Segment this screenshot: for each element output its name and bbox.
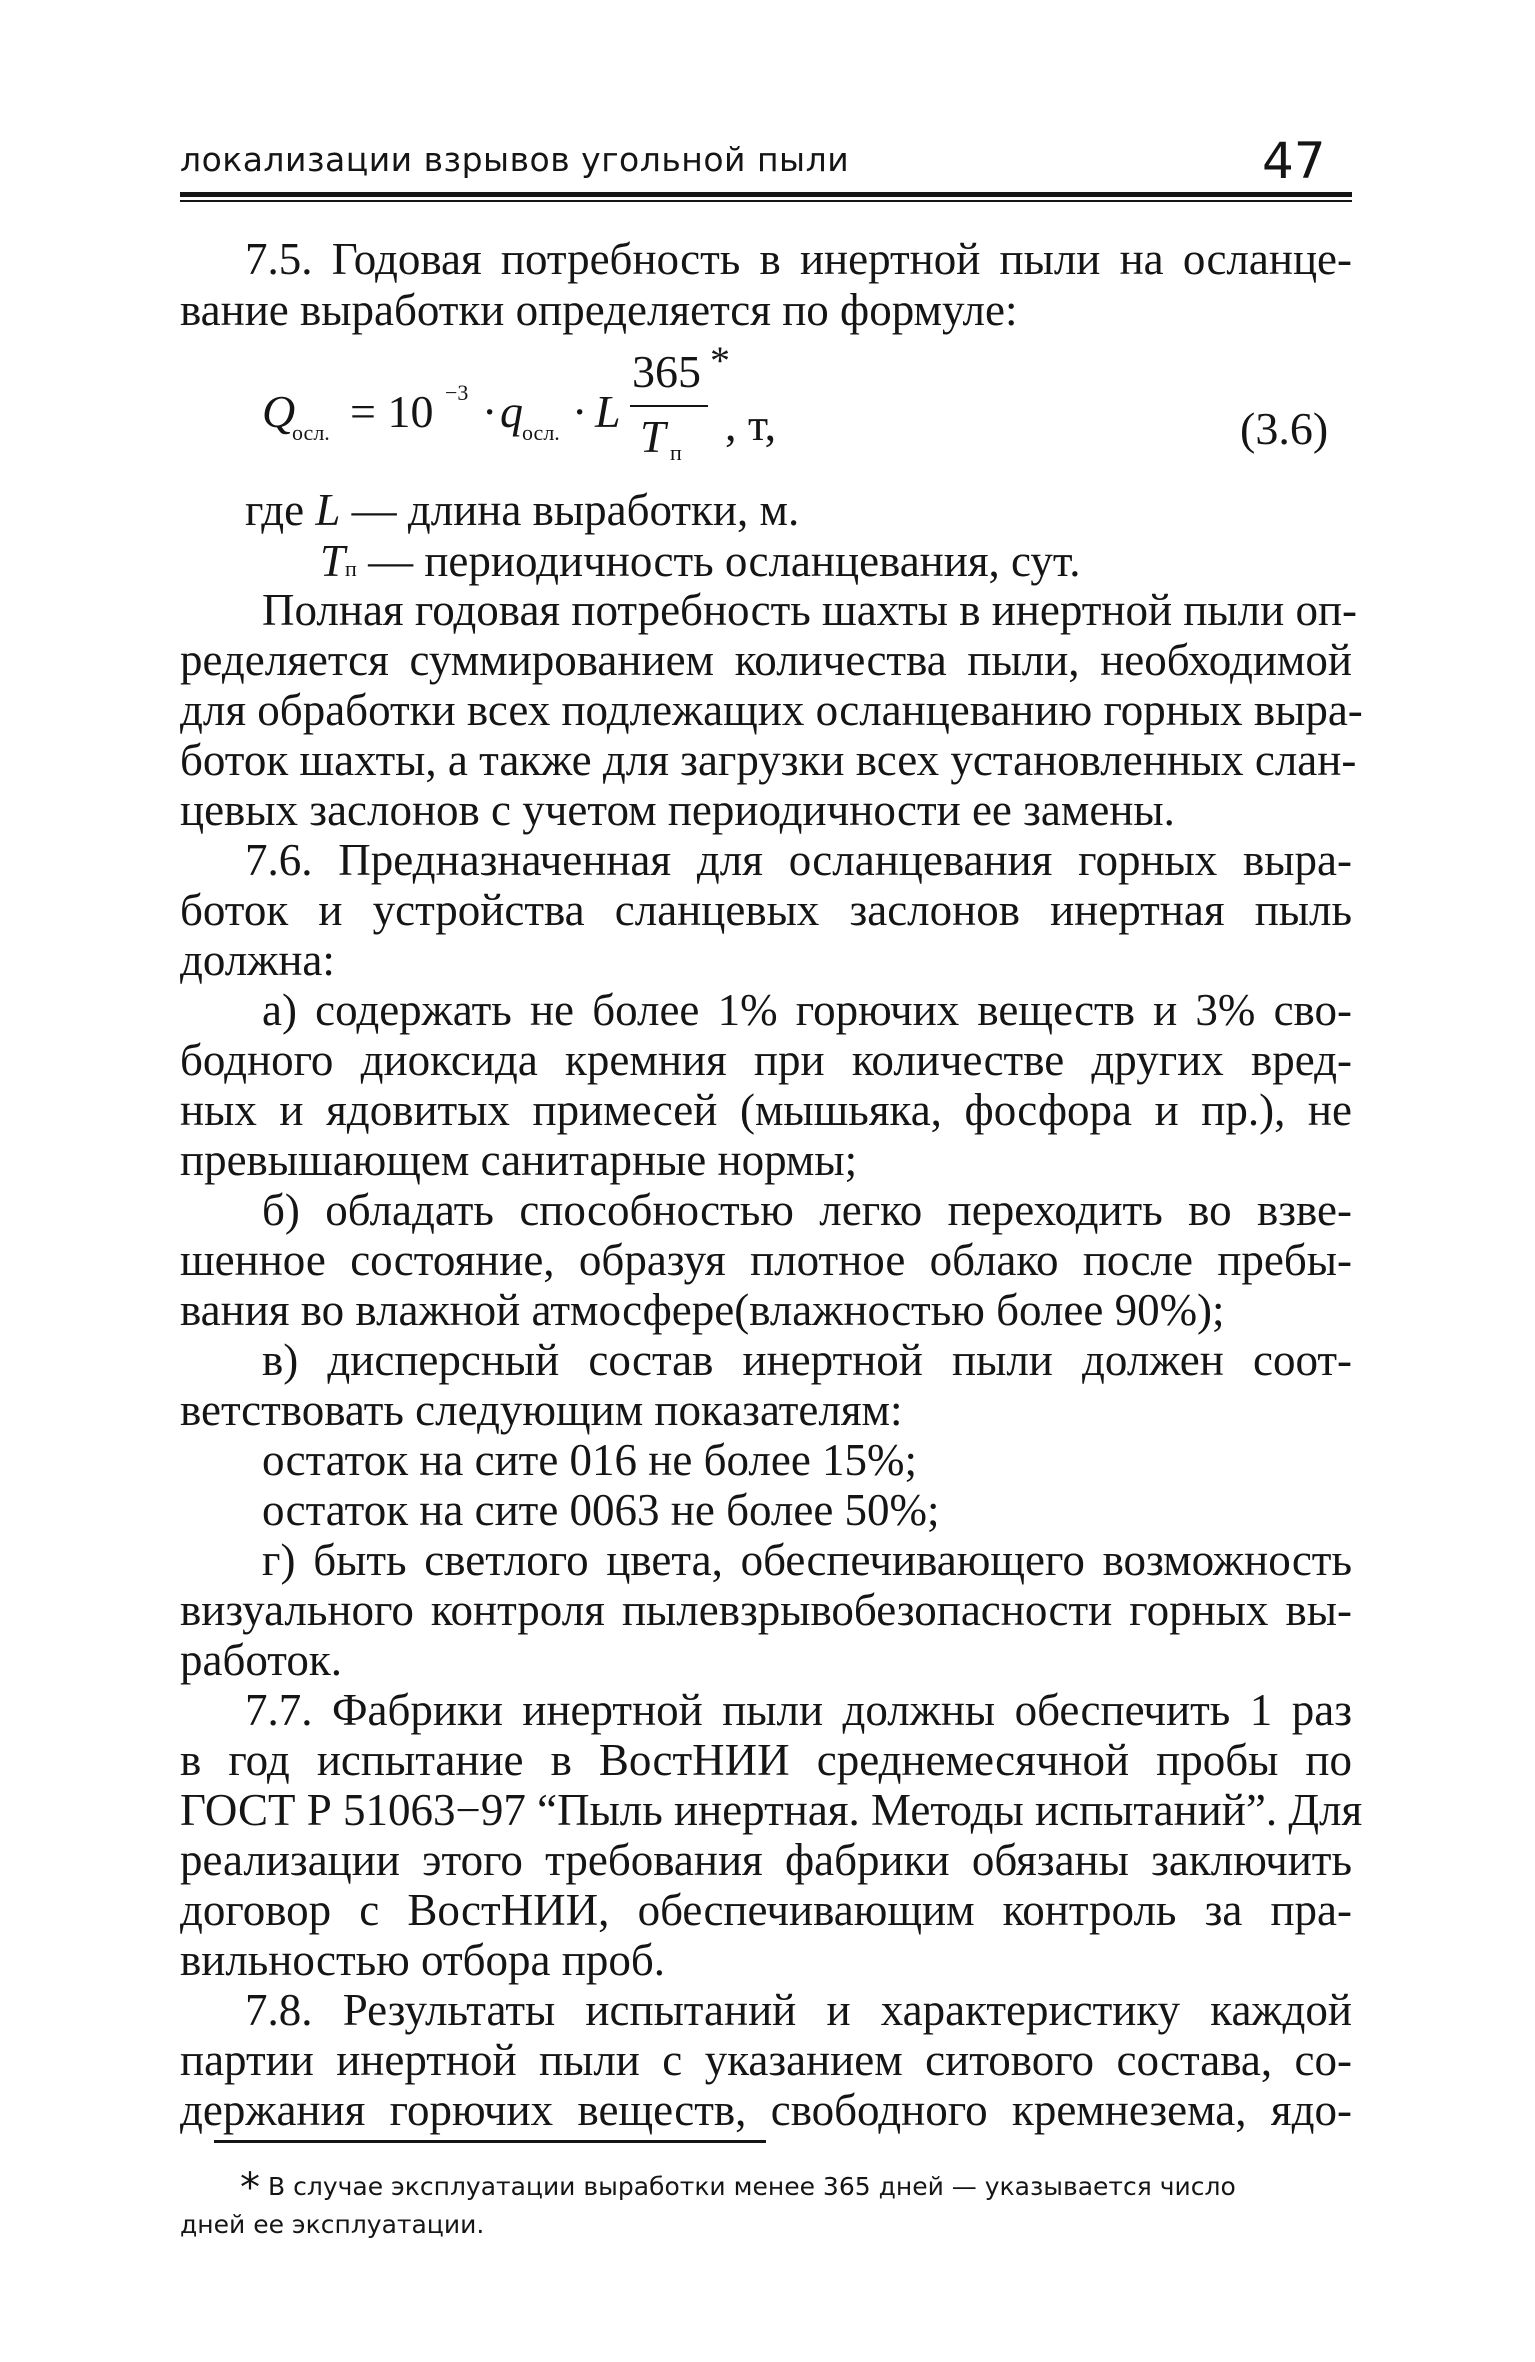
formula-numerator: 365 bbox=[632, 346, 701, 397]
formula-q-lower-subscript: осл. bbox=[522, 420, 560, 445]
running-header-title: локализации взрывов угольной пыли bbox=[180, 140, 850, 179]
formula-footnote-star: * bbox=[710, 338, 730, 383]
list-item-a-line: ных и ядовитых примесей (мышьяка, фосфора и пр.), не bbox=[180, 1085, 1352, 1135]
paragraph-line: ределяется суммированием количества пыли, необходимой bbox=[180, 635, 1352, 685]
formula-equals-ten: = 10 bbox=[350, 386, 434, 437]
where-t-text: — периодичность осланцевания, сут. bbox=[368, 536, 1081, 586]
where-l-text: — длина выработки, м. bbox=[351, 485, 800, 535]
sieve-residue-016: остаток на сите 016 не более 15%; bbox=[262, 1435, 918, 1485]
footnote-line-2: дней ее эксплуатации. bbox=[180, 2210, 485, 2239]
footnote-star: * bbox=[240, 2165, 260, 2211]
header-rule-thin bbox=[180, 200, 1352, 202]
list-item-a-line: превышающем санитарные нормы; bbox=[180, 1135, 858, 1185]
paragraph-line: для обработки всех подлежащих осланцеванию горных выра- bbox=[180, 685, 1363, 735]
where-t-symbol: T bbox=[320, 536, 346, 586]
list-item-b-line: вания во влажной атмосфере(влажностью более 90%); bbox=[180, 1285, 1225, 1335]
formula-dot-2: · bbox=[572, 386, 588, 437]
paragraph-line: боток шахты, а также для загрузки всех установленных слан- bbox=[180, 735, 1357, 785]
formula-exponent: −3 bbox=[445, 380, 469, 405]
section-7-5-line-1: 7.5. Годовая потребность в инертной пыли на осланце- bbox=[245, 234, 1352, 284]
formula-q-subscript: осл. bbox=[292, 420, 330, 445]
paragraph-line: Полная годовая потребность шахты в инертной пыли оп- bbox=[262, 585, 1358, 635]
list-item-a-line: бодного диоксида кремния при количестве других вред- bbox=[180, 1035, 1352, 1085]
formula-l-symbol: L bbox=[595, 386, 621, 437]
section-7-7-line: договор с ВостНИИ, обеспечивающим контроль за пра- bbox=[180, 1885, 1352, 1935]
formula-number: (3.6) bbox=[1240, 403, 1329, 454]
where-prefix: где bbox=[245, 485, 305, 535]
list-item-g-line: работок. bbox=[180, 1635, 342, 1685]
paragraph-line: цевых заслонов с учетом периодичности ее замены. bbox=[180, 785, 1175, 835]
section-7-7-line: в год испытание в ВостНИИ среднемесячной пробы по bbox=[180, 1735, 1352, 1785]
section-7-7-line: вильностью отбора проб. bbox=[180, 1935, 665, 1985]
list-item-g-line: г) быть светлого цвета, обеспечивающего возможность bbox=[262, 1535, 1352, 1585]
formula-unit: , т, bbox=[725, 399, 777, 450]
where-l-symbol: L bbox=[315, 485, 341, 535]
formula-t-symbol: T bbox=[640, 411, 666, 462]
formula-q-lower: q bbox=[500, 386, 523, 437]
section-7-7-line: ГОСТ Р 51063−97 “Пыль инертная. Методы испытаний”. Для bbox=[180, 1785, 1363, 1835]
section-7-5-line-2: вание выработки определяется по формуле: bbox=[180, 285, 1018, 335]
list-item-b-line: б) обладать способностью легко переходить во взве- bbox=[262, 1185, 1352, 1235]
footnote-rule bbox=[214, 2140, 766, 2143]
section-7-6-line: должна: bbox=[180, 935, 335, 985]
formula-dot-1: · bbox=[482, 386, 498, 437]
footnote-text-1: В случае эксплуатации выработки менее 365 дней — указывается число bbox=[268, 2172, 1236, 2201]
where-l-definition bbox=[245, 485, 799, 535]
section-7-8-line: партии инертной пыли с указанием ситового состава, со- bbox=[180, 2035, 1352, 2085]
list-item-b-line: шенное состояние, образуя плотное облако после пребы- bbox=[180, 1235, 1352, 1285]
section-7-8-line: 7.8. Результаты испытаний и характеристику каждой bbox=[245, 1985, 1352, 2035]
footnote-line-1 bbox=[240, 2165, 1236, 2211]
formula-fraction-bar bbox=[630, 405, 708, 407]
sieve-residue-0063: остаток на сите 0063 не более 50%; bbox=[262, 1485, 940, 1535]
list-item-v-line: ветствовать следующим показателям: bbox=[180, 1385, 903, 1435]
formula-t-subscript: п bbox=[670, 440, 682, 465]
section-7-7-line: 7.7. Фабрики инертной пыли должны обеспечить 1 раз bbox=[245, 1685, 1352, 1735]
section-7-7-line: реализации этого требования фабрики обязаны заключить bbox=[180, 1835, 1352, 1885]
section-7-8-line: держания горючих веществ, свободного кремнезема, ядо- bbox=[180, 2085, 1352, 2135]
formula-q-symbol: Q bbox=[262, 386, 296, 437]
page-number: 47 bbox=[1262, 132, 1326, 190]
header-rule-thick bbox=[180, 192, 1352, 197]
section-7-6-line: боток и устройства сланцевых заслонов инертная пыль bbox=[180, 885, 1352, 935]
list-item-v-line: в) дисперсный состав инертной пыли должен соот- bbox=[262, 1335, 1352, 1385]
list-item-g-line: визуального контроля пылевзрывобезопасности горных вы- bbox=[180, 1585, 1352, 1635]
section-7-6-line: 7.6. Предназначенная для осланцевания горных выра- bbox=[245, 835, 1352, 885]
where-t-subscript: п bbox=[345, 556, 357, 581]
list-item-a-line: а) содержать не более 1% горючих веществ и 3% сво- bbox=[262, 985, 1352, 1035]
